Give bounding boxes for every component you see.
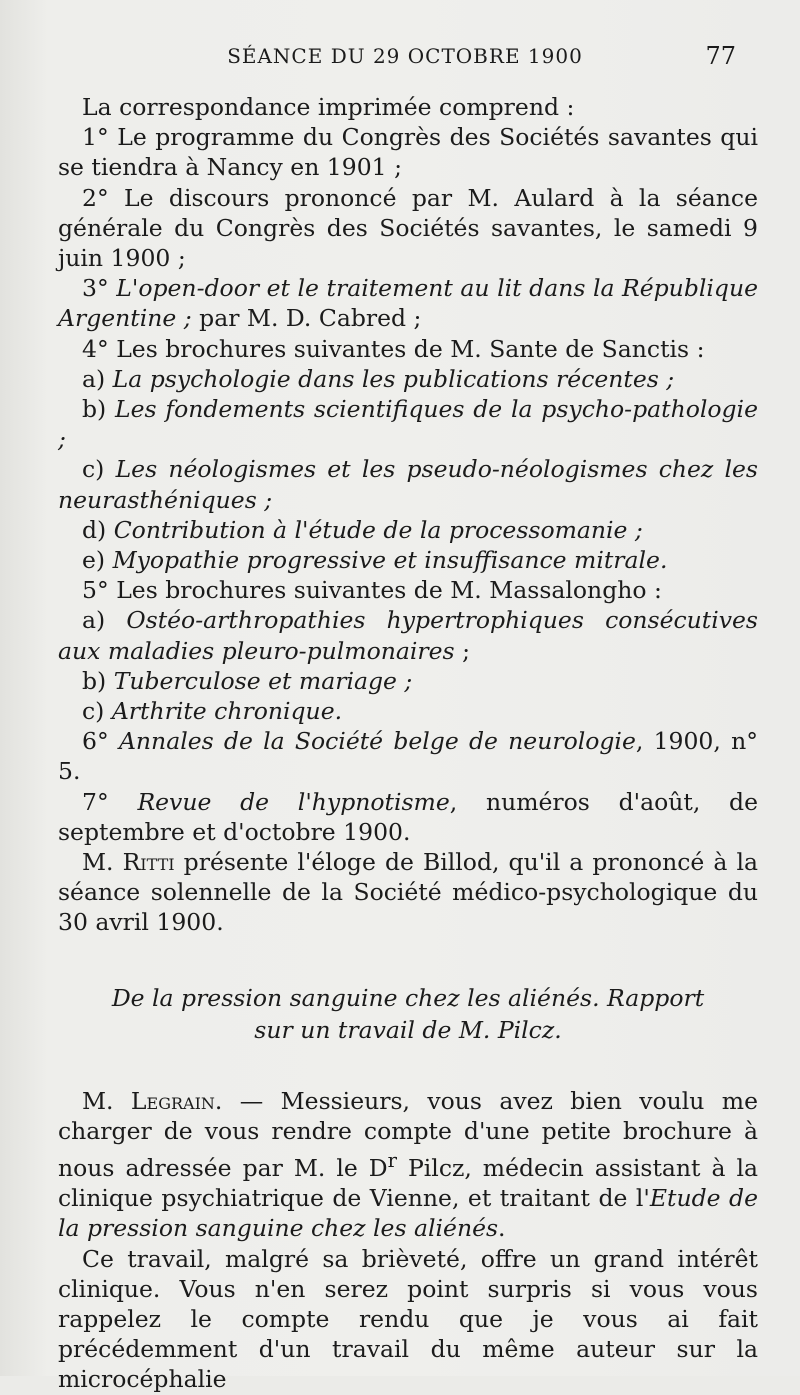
- correspondence-item-4: 4° Les brochures suivantes de M. Sante de Sanctis :: [82, 334, 705, 363]
- correspondence-item-1: 1° Le programme du Congrès des Sociétés savantes qui se tiendra à Nancy en 1901 ;: [58, 123, 758, 182]
- ritti-paragraph: M. Ritti présente l'éloge de Billod, qu'il a prononcé à la séance solennelle de la Société médico-psychologique du 30 avril 1900.: [58, 848, 758, 937]
- last-paragraph: Ce travail, malgré sa brièveté, offre un grand intérêt clinique. Vous n'en serez point surpris si vous vous rappelez le compte rendu que je vous ai fait précédemment d'un travail du même auteur sur la microcéphalie: [58, 1244, 758, 1394]
- section-title: De la pression sanguine chez les aliénés. Rapport sur un travail de M. Pilcz.: [111, 983, 705, 1044]
- running-head: SÉANCE DU 29 OCTOBRE 1900: [227, 44, 583, 68]
- correspondence-item-5: 5° Les brochures suivantes de M. Massalongho :: [82, 576, 662, 605]
- page-number: 77: [705, 42, 736, 70]
- correspondence-item-7: 7° Revue de l'hypnotisme, numéros d'août, de septembre et d'octobre 1900.: [58, 787, 758, 846]
- page-header: [60, 36, 750, 76]
- sanctis-item-d: d) Contribution à l'étude de la processomanie ;: [82, 515, 643, 544]
- speaker-name: Legrain: [130, 1086, 215, 1115]
- massalongho-item-c: c) Arthrite chronique.: [82, 697, 343, 726]
- page-body: [58, 92, 758, 1395]
- correspondence-item-2: 2° Le discours prononcé par M. Aulard à la séance générale du Congrès des Sociétés savantes, le samedi 9 juin 1900 ;: [58, 183, 758, 273]
- work-title: Etude de la pression sanguine chez les aliénés: [58, 1184, 758, 1243]
- work-title: L'open-door et le traitement au lit dans la République Argentine ;: [58, 274, 758, 333]
- sanctis-item-a: a) La psychologie dans les publications récentes ;: [82, 364, 675, 393]
- massalongho-item-b: b) Tuberculose et mariage ;: [82, 666, 413, 695]
- correspondence-item-6: 6° Annales de la Société belge de neurologie, 1900, n° 5.: [58, 727, 758, 786]
- speaker-name: Ritti: [122, 848, 175, 877]
- correspondence-intro: La correspondance imprimée comprend :: [82, 93, 575, 121]
- sanctis-item-c: c) Les néologismes et les pseudo-néologismes chez les neurasthéniques ;: [58, 455, 758, 514]
- correspondence-item-3: 3° L'open-door et le traitement au lit dans la République Argentine ; par M. D. Cabred ;: [58, 274, 758, 333]
- sanctis-item-e: e) Myopathie progressive et insuffisance mitrale.: [82, 546, 668, 575]
- legrain-paragraph: M. Legrain. — Messieurs, vous avez bien voulu me charger de vous rendre compte d'une petite brochure à nous adressée par M. le $D^r$ Pilcz, médecin assistant à la clinique psychiatrique de Vienne, et traitant de l'Etude de la pression sanguine chez les aliénés.: [58, 1086, 758, 1243]
- massalongho-item-a: a) Ostéo-arthropathies hypertrophiques consécutives aux maladies pleuro-pulmonaires ;: [58, 606, 758, 665]
- sanctis-item-b: b) Les fondements scientifiques de la psycho-pathologie ;: [58, 395, 758, 454]
